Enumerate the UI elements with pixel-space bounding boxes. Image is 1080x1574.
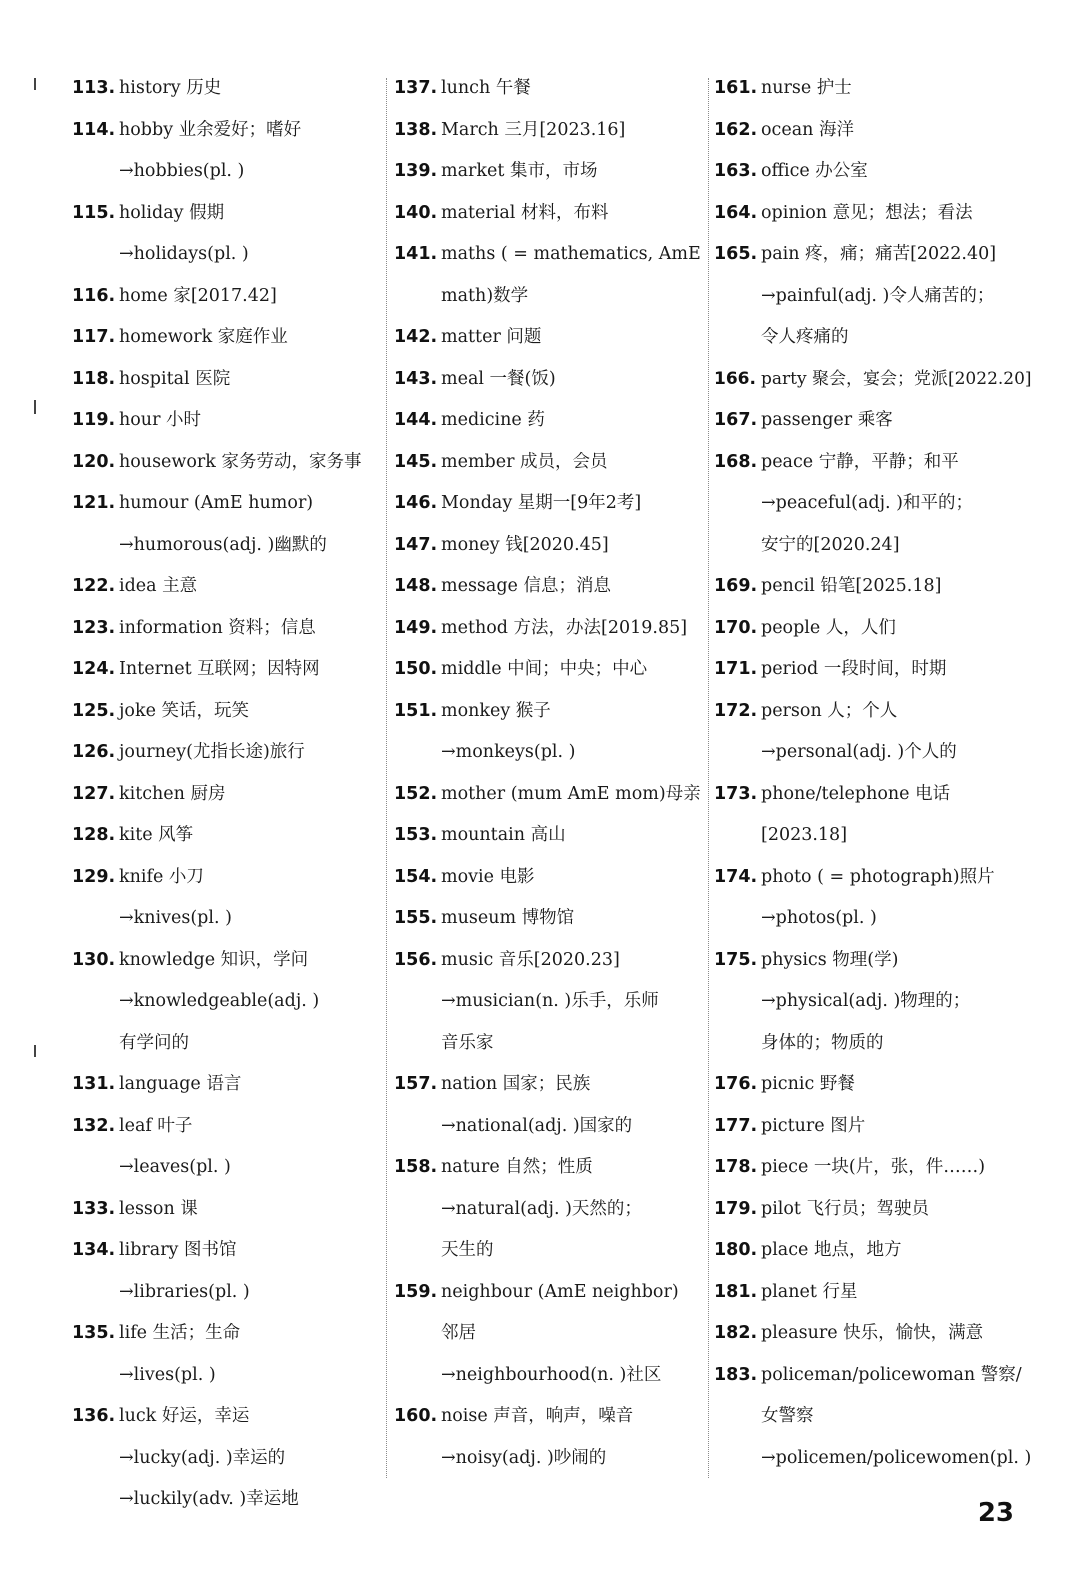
entry-number: 160. <box>394 1406 438 1426</box>
entry-number: 147. <box>394 534 438 555</box>
entry-number: 122. <box>72 576 116 596</box>
entry-text: 安宁的[2020.24] <box>761 534 900 555</box>
vocab-entry <box>72 940 384 982</box>
entry-text: →holidays(pl. ) <box>119 244 249 264</box>
vocab-entry <box>72 483 384 525</box>
entry-number: 134. <box>72 1240 116 1260</box>
entry-number: 156. <box>394 949 438 970</box>
entry-number: 127. <box>72 783 116 804</box>
entry-text: humour (AmE humor) <box>119 493 314 513</box>
vocab-entry <box>72 1313 384 1355</box>
entry-text: period 一段时间，时期 <box>761 659 947 679</box>
entry-number: 162. <box>714 119 758 140</box>
vocab-entry <box>714 110 1032 152</box>
entry-text: 女警察 <box>761 1406 814 1426</box>
entry-number: 170. <box>714 617 758 638</box>
vocab-entry-continuation <box>394 981 706 1023</box>
vocab-entry <box>394 68 706 110</box>
entry-number: 135. <box>72 1323 116 1343</box>
vocab-entry-continuation <box>394 1438 706 1480</box>
entry-text: →lucky(adj. )幸运的 <box>119 1447 286 1468</box>
vocab-entry <box>394 234 706 276</box>
entry-number: 182. <box>714 1323 758 1343</box>
vocab-entry <box>72 317 384 359</box>
entry-number: 158. <box>394 1157 438 1177</box>
entry-number: 149. <box>394 617 438 638</box>
entry-text: →neighbourhood(n. )社区 <box>441 1364 662 1385</box>
entry-number: 132. <box>72 1115 116 1136</box>
vocab-entry-continuation <box>72 1272 384 1314</box>
vocab-entry-continuation <box>714 1438 1032 1480</box>
entry-text: →peaceful(adj. )和平的； <box>761 493 973 513</box>
entry-text: message 信息；消息 <box>441 576 611 596</box>
entry-number: 123. <box>72 617 116 638</box>
vocab-entry-continuation <box>714 732 1032 774</box>
vocab-entry-continuation <box>714 483 1032 525</box>
entry-text: Internet 互联网；因特网 <box>119 659 320 679</box>
vocab-entry <box>714 234 1032 276</box>
entry-text: person 人；个人 <box>761 700 898 721</box>
entry-text: people 人，人们 <box>761 617 896 638</box>
entry-text: →photos(pl. ) <box>761 908 877 928</box>
entry-number: 183. <box>714 1364 758 1385</box>
entry-text: peace 宁静，平静；和平 <box>761 451 959 472</box>
vocab-entry <box>72 649 384 691</box>
vocab-entry <box>394 483 706 525</box>
vocab-entry-continuation <box>714 1023 1032 1065</box>
entry-text: home 家[2017.42] <box>119 285 277 306</box>
vocab-entry <box>72 1189 384 1231</box>
entry-text: [2023.18] <box>761 825 848 845</box>
vocab-entry <box>72 1106 384 1148</box>
vocab-entry <box>394 1147 706 1189</box>
entry-text: →painful(adj. )令人痛苦的； <box>761 285 995 306</box>
vocab-entry <box>72 566 384 608</box>
entry-text: meal 一餐(饭) <box>441 368 556 389</box>
entry-number: 115. <box>72 202 116 223</box>
vocab-entry <box>714 1147 1032 1189</box>
entry-text: March 三月[2023.16] <box>441 119 626 140</box>
entry-number: 154. <box>394 866 438 887</box>
entry-number: 165. <box>714 244 758 264</box>
entry-number: 113. <box>72 78 116 98</box>
vocab-entry <box>394 815 706 857</box>
vocab-entry <box>714 608 1032 650</box>
margin-mark <box>34 1045 36 1057</box>
entry-text: knowledge 知识，学问 <box>119 949 309 970</box>
vocab-entry-continuation <box>72 898 384 940</box>
vocab-entry-continuation <box>394 1230 706 1272</box>
vocab-entry <box>714 1230 1032 1272</box>
vocab-entry <box>72 400 384 442</box>
vocab-entry <box>394 566 706 608</box>
entry-number: 131. <box>72 1074 116 1094</box>
vocab-entry-continuation <box>714 1396 1032 1438</box>
entry-text: 令人疼痛的 <box>761 327 849 347</box>
margin-mark <box>34 400 36 414</box>
entry-text: 有学问的 <box>119 1032 189 1053</box>
vocab-entry <box>714 442 1032 484</box>
entry-number: 179. <box>714 1198 758 1219</box>
entry-text: mother (mum AmE mom)母亲 <box>441 783 701 804</box>
entry-number: 130. <box>72 949 116 970</box>
entry-number: 145. <box>394 451 438 472</box>
entry-number: 143. <box>394 368 438 389</box>
entry-number: 171. <box>714 659 758 679</box>
vocab-entry-continuation <box>72 1023 384 1065</box>
entry-text: kite 风筝 <box>119 825 194 845</box>
vocab-entry-continuation <box>72 981 384 1023</box>
entry-number: 140. <box>394 202 438 223</box>
vocab-entry <box>714 691 1032 733</box>
entry-text: maths ( = mathematics, AmE <box>441 244 701 264</box>
vocab-entry <box>394 442 706 484</box>
entry-text: hour 小时 <box>119 410 202 430</box>
vocab-entry <box>72 1396 384 1438</box>
entry-number: 129. <box>72 866 116 887</box>
vocab-entry <box>394 525 706 567</box>
entry-text: passenger 乘客 <box>761 410 893 430</box>
vocab-entry <box>714 1189 1032 1231</box>
entry-number: 168. <box>714 451 758 472</box>
entry-number: 175. <box>714 949 758 970</box>
vocab-entry-continuation <box>72 1438 384 1480</box>
entry-number: 133. <box>72 1198 116 1219</box>
entry-text: →knives(pl. ) <box>119 908 232 928</box>
entry-text: →noisy(adj. )吵闹的 <box>441 1447 607 1468</box>
vocab-entry-continuation <box>72 1479 384 1521</box>
column-divider <box>708 78 709 1478</box>
vocab-entry <box>394 608 706 650</box>
vocab-entry <box>72 359 384 401</box>
vocab-entry <box>72 1230 384 1272</box>
entry-text: monkey 猴子 <box>441 700 551 721</box>
vocab-entry <box>394 898 706 940</box>
entry-text: history 历史 <box>119 78 222 98</box>
vocab-entry <box>394 691 706 733</box>
vocab-entry <box>714 1064 1032 1106</box>
entry-number: 153. <box>394 825 438 845</box>
entry-text: planet 行星 <box>761 1281 858 1302</box>
vocab-entry <box>714 68 1032 110</box>
entry-text: luck 好运，幸运 <box>119 1406 250 1426</box>
vocab-entry-continuation <box>394 1355 706 1397</box>
entry-text: nature 自然；性质 <box>441 1157 593 1177</box>
entry-text: money 钱[2020.45] <box>441 534 609 555</box>
entry-text: hobby 业余爱好；嗜好 <box>119 119 302 140</box>
entry-text: nurse 护士 <box>761 78 852 98</box>
entry-number: 121. <box>72 493 116 513</box>
entry-text: phone/telephone 电话 <box>761 783 951 804</box>
vocab-entry <box>714 774 1032 816</box>
entry-text: photo ( = photograph)照片 <box>761 866 995 887</box>
entry-text: →leaves(pl. ) <box>119 1157 231 1177</box>
entry-text: hospital 医院 <box>119 368 231 389</box>
entry-text: Monday 星期一[9年2考] <box>441 493 642 513</box>
vocab-entry <box>714 1355 1032 1397</box>
entry-text: piece 一块(片，张，件……) <box>761 1157 986 1177</box>
vocab-entry <box>72 193 384 235</box>
entry-text: 邻居 <box>441 1323 476 1343</box>
entry-number: 120. <box>72 451 116 472</box>
vocab-entry <box>714 151 1032 193</box>
entry-number: 124. <box>72 659 116 679</box>
column-divider <box>386 78 387 1478</box>
entry-number: 176. <box>714 1074 758 1094</box>
entry-text: lunch 午餐 <box>441 78 531 98</box>
entry-text: mountain 高山 <box>441 825 566 845</box>
vocab-entry <box>714 193 1032 235</box>
vocab-entry <box>394 1272 706 1314</box>
vocab-entry-continuation <box>394 732 706 774</box>
vocab-column-1 <box>72 68 384 1521</box>
entry-text: 音乐家 <box>441 1032 494 1053</box>
entry-text: →lives(pl. ) <box>119 1364 216 1385</box>
vocab-entry <box>72 1064 384 1106</box>
entry-text: matter 问题 <box>441 327 542 347</box>
entry-text: museum 博物馆 <box>441 908 575 928</box>
entry-text: knife 小刀 <box>119 866 204 887</box>
vocab-entry <box>394 1064 706 1106</box>
entry-text: life 生活；生命 <box>119 1323 241 1343</box>
vocab-entry <box>394 193 706 235</box>
entry-text: physics 物理(学) <box>761 949 899 970</box>
entry-number: 166. <box>714 368 756 389</box>
vocab-entry-continuation <box>394 1023 706 1065</box>
vocab-entry-continuation <box>72 151 384 193</box>
entry-number: 142. <box>394 327 438 347</box>
entry-number: 150. <box>394 659 438 679</box>
entry-text: →natural(adj. )天然的； <box>441 1198 642 1219</box>
entry-number: 180. <box>714 1240 758 1260</box>
vocab-entry <box>72 608 384 650</box>
entry-number: 116. <box>72 285 116 306</box>
entry-text: →humorous(adj. )幽默的 <box>119 534 327 555</box>
vocab-column-2 <box>394 68 706 1479</box>
entry-number: 155. <box>394 908 438 928</box>
entry-number: 174. <box>714 866 758 887</box>
entry-number: 159. <box>394 1281 438 1302</box>
margin-mark <box>34 78 36 90</box>
entry-number: 173. <box>714 783 758 804</box>
entry-number: 167. <box>714 410 758 430</box>
entry-text: housework 家务劳动，家务事 <box>119 451 362 472</box>
entry-number: 117. <box>72 327 116 347</box>
entry-text: movie 电影 <box>441 866 535 887</box>
vocab-entry-continuation <box>714 525 1032 567</box>
entry-number: 151. <box>394 700 438 721</box>
entry-text: kitchen 厨房 <box>119 783 226 804</box>
vocab-entry <box>394 774 706 816</box>
entry-text: homework 家庭作业 <box>119 327 288 347</box>
entry-text: →policemen/policewomen(pl. ) <box>761 1447 1032 1468</box>
vocab-entry <box>394 317 706 359</box>
vocab-entry <box>714 1313 1032 1355</box>
vocab-entry-continuation <box>72 525 384 567</box>
entry-text: 天生的 <box>441 1240 494 1260</box>
entry-text: journey(尤指长途)旅行 <box>119 742 305 762</box>
vocab-entry <box>72 815 384 857</box>
entry-text: pencil 铅笔[2025.18] <box>761 576 942 596</box>
vocab-entry <box>72 68 384 110</box>
vocab-entry <box>394 857 706 899</box>
entry-number: 169. <box>714 576 758 596</box>
vocab-entry-continuation <box>72 1355 384 1397</box>
entry-text: pain 疼，痛；痛苦[2022.40] <box>761 244 997 264</box>
entry-number: 137. <box>394 78 438 98</box>
entry-text: middle 中间；中央；中心 <box>441 659 648 679</box>
vocab-entry <box>394 110 706 152</box>
entry-number: 152. <box>394 783 438 804</box>
vocab-entry <box>394 1396 706 1438</box>
vocab-entry-continuation <box>714 815 1032 857</box>
entry-text: neighbour (AmE neighbor) <box>441 1281 679 1302</box>
entry-text: 身体的；物质的 <box>761 1032 884 1053</box>
vocab-entry-continuation <box>714 276 1032 318</box>
vocab-entry <box>72 110 384 152</box>
entry-text: ocean 海洋 <box>761 119 854 140</box>
entry-number: 118. <box>72 368 116 389</box>
vocab-entry <box>714 649 1032 691</box>
entry-number: 139. <box>394 161 438 181</box>
entry-text: idea 主意 <box>119 576 198 596</box>
vocab-entry-continuation <box>394 276 706 318</box>
entry-number: 163. <box>714 161 758 181</box>
entry-number: 141. <box>394 244 438 264</box>
page-number: 23 <box>977 1498 1014 1528</box>
vocab-entry <box>72 442 384 484</box>
entry-text: picture 图片 <box>761 1115 866 1136</box>
vocab-entry <box>714 566 1032 608</box>
entry-text: joke 笑话，玩笑 <box>119 700 249 721</box>
vocab-column-3 <box>714 68 1032 1479</box>
entry-text: →knowledgeable(adj. ) <box>119 991 320 1011</box>
entry-number: 181. <box>714 1281 758 1302</box>
entry-text: lesson 课 <box>119 1198 198 1219</box>
entry-text: pleasure 快乐，愉快，满意 <box>761 1323 984 1343</box>
entry-text: picnic 野餐 <box>761 1074 855 1094</box>
entry-text: →monkeys(pl. ) <box>441 742 576 762</box>
entry-text: →physical(adj. )物理的； <box>761 991 971 1011</box>
entry-text: medicine 药 <box>441 410 545 430</box>
vocab-entry-continuation <box>72 234 384 276</box>
entry-text: leaf 叶子 <box>119 1115 193 1136</box>
entry-number: 161. <box>714 78 758 98</box>
vocab-entry-continuation <box>714 317 1032 359</box>
vocab-entry-continuation <box>714 898 1032 940</box>
entry-text: →musician(n. )乐手，乐师 <box>441 991 659 1011</box>
entry-text: material 材料，布料 <box>441 202 609 223</box>
entry-number: 172. <box>714 700 758 721</box>
entry-text: information 资料；信息 <box>119 617 316 638</box>
vocab-entry <box>714 940 1032 982</box>
entry-number: 138. <box>394 119 438 140</box>
entry-text: library 图书馆 <box>119 1240 237 1260</box>
vocab-entry <box>394 940 706 982</box>
vocab-entry-continuation <box>714 981 1032 1023</box>
entry-text: →hobbies(pl. ) <box>119 161 245 181</box>
entry-number: 125. <box>72 700 116 721</box>
vocab-entry-continuation <box>394 1106 706 1148</box>
entry-text: place 地点，地方 <box>761 1240 902 1260</box>
entry-number: 146. <box>394 493 438 513</box>
vocab-entry <box>714 400 1032 442</box>
entry-text: →personal(adj. )个人的 <box>761 742 957 762</box>
vocab-entry-continuation <box>394 1313 706 1355</box>
vocab-entry-continuation <box>394 1189 706 1231</box>
vocab-entry <box>72 276 384 318</box>
vocab-entry <box>394 151 706 193</box>
entry-text: language 语言 <box>119 1074 242 1094</box>
entry-number: 119. <box>72 410 116 430</box>
entry-text: noise 声音，响声，噪音 <box>441 1406 634 1426</box>
vocab-entry <box>72 732 384 774</box>
entry-text: policeman/policewoman 警察/ <box>761 1364 1022 1385</box>
entry-number: 157. <box>394 1074 438 1094</box>
entry-number: 136. <box>72 1406 116 1426</box>
vocab-entry <box>714 1106 1032 1148</box>
entry-text: →national(adj. )国家的 <box>441 1115 633 1136</box>
entry-text: member 成员，会员 <box>441 451 608 472</box>
entry-number: 126. <box>72 742 116 762</box>
vocab-entry-continuation <box>72 1147 384 1189</box>
vocab-entry <box>394 649 706 691</box>
entry-number: 144. <box>394 410 438 430</box>
vocab-entry <box>714 857 1032 899</box>
vocab-entry <box>72 774 384 816</box>
vocab-entry <box>394 359 706 401</box>
vocab-entry <box>72 691 384 733</box>
entry-number: 148. <box>394 576 438 596</box>
entry-text: market 集市，市场 <box>441 161 598 181</box>
entry-text: →libraries(pl. ) <box>119 1281 250 1302</box>
entry-text: holiday 假期 <box>119 202 225 223</box>
entry-text: →luckily(adv. )幸运地 <box>119 1489 299 1509</box>
entry-text: music 音乐[2020.23] <box>441 949 620 970</box>
vocab-entry <box>714 1272 1032 1314</box>
entry-number: 128. <box>72 825 116 845</box>
entry-text: method 方法，办法[2019.85] <box>441 617 688 638</box>
entry-text: party 聚会，宴会；党派[2022.20] <box>761 368 1032 389</box>
entry-text: nation 国家；民族 <box>441 1074 591 1094</box>
entry-number: 164. <box>714 202 758 223</box>
entry-number: 114. <box>72 119 116 140</box>
entry-text: math)数学 <box>441 285 529 306</box>
entry-text: pilot 飞行员；驾驶员 <box>761 1198 930 1219</box>
vocab-entry <box>72 857 384 899</box>
entry-number: 178. <box>714 1157 758 1177</box>
vocab-entry <box>394 400 706 442</box>
vocab-entry <box>714 359 1032 401</box>
entry-number: 177. <box>714 1115 758 1136</box>
entry-text: office 办公室 <box>761 161 868 181</box>
entry-text: opinion 意见；想法；看法 <box>761 202 973 223</box>
